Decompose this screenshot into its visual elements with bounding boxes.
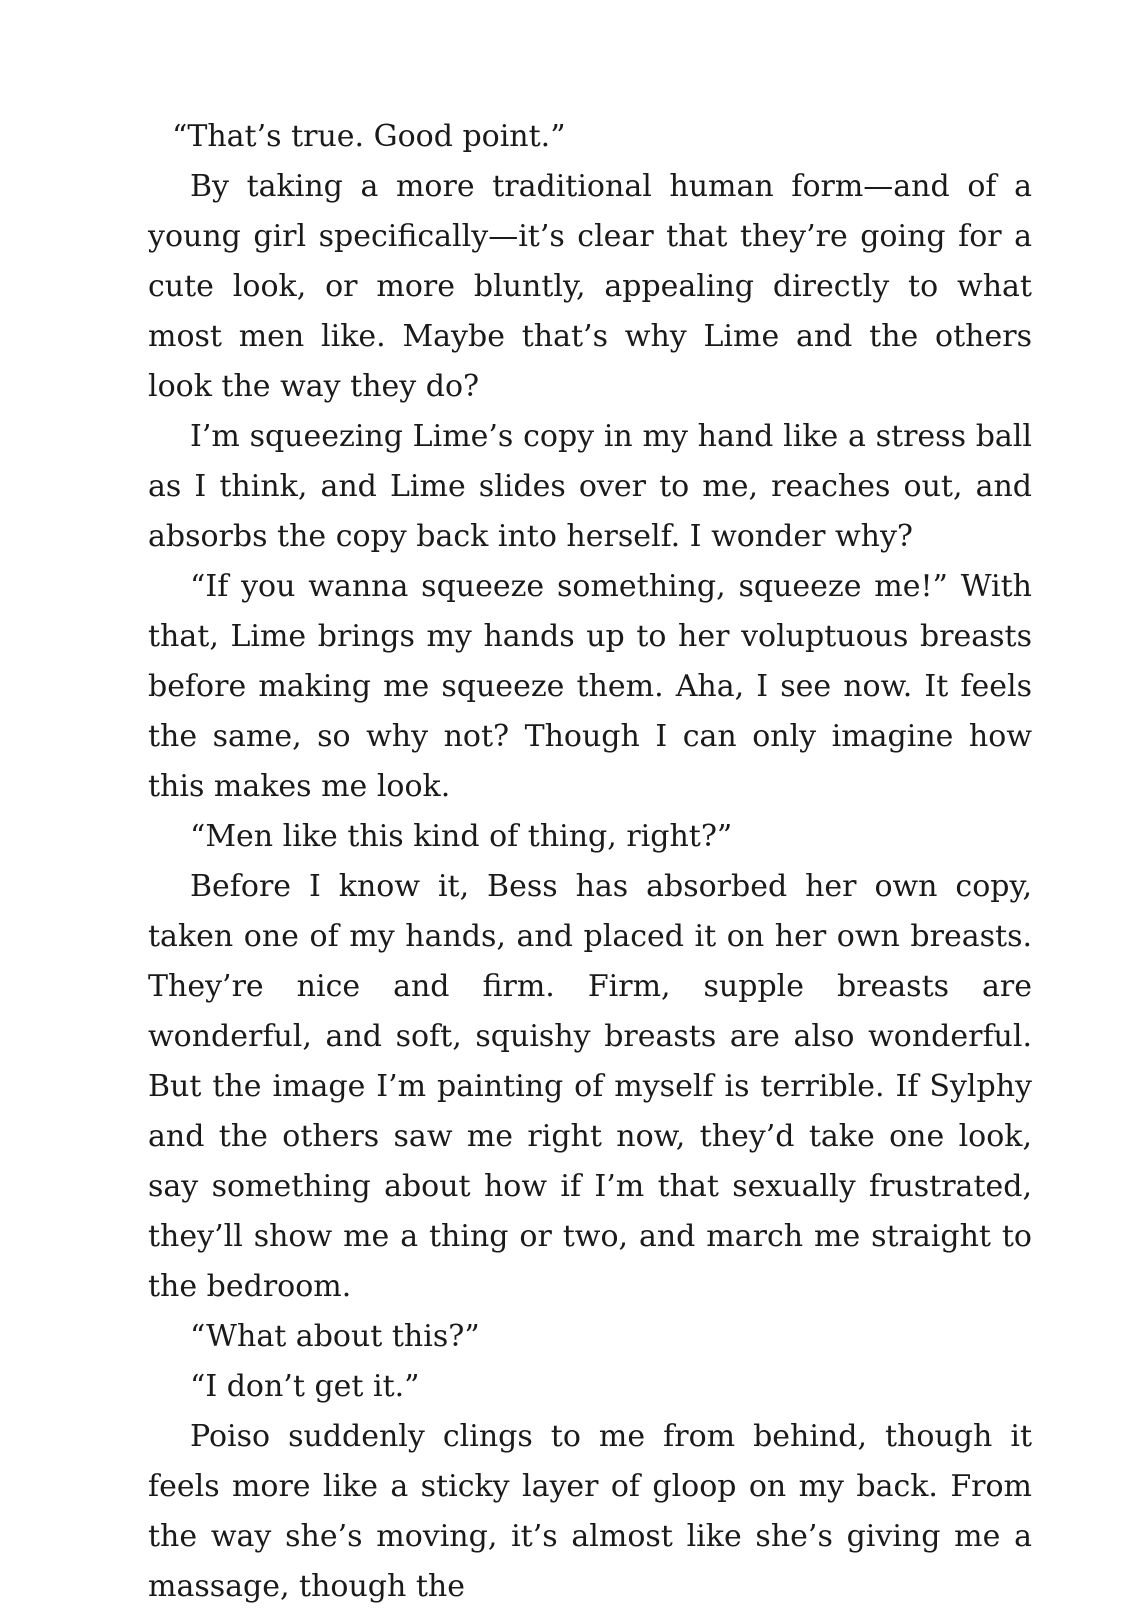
paragraph: “Men like this kind of thing, right?” [190, 819, 733, 854]
paragraph: “What about this?” [190, 1319, 480, 1354]
body-text [148, 112, 1032, 1612]
paragraph: “If you wanna squeeze something, squeeze me!” With that, Lime brings my hands up to her voluptuous breasts before making me squeeze them. Aha, I see now. It feels the same, so why not? Though I can only imagine how this makes me look. [148, 569, 1032, 804]
paragraph: Before I know it, Bess has absorbed her own copy, taken one of my hands, and placed it on her own breasts. They’re nice and firm. Firm, supple breasts are wonderful, and soft, squishy breasts are also wonderful. But the image I’m painting of myself is terrible. If Sylphy and the others saw me right now, they’d take one look, say something about how if I’m that sexually frustrated, they’ll show me a thing or two, and march me straight to the bedroom. [148, 869, 1032, 1304]
paragraph: “That’s true. Good point.” [172, 119, 566, 154]
paragraph: I’m squeezing Lime’s copy in my hand like a stress ball as I think, and Lime slides over to me, reaches out, and absorbs the copy back into herself. I wonder why? [148, 419, 1032, 554]
paragraph: “I don’t get it.” [190, 1369, 420, 1404]
paragraph: Poiso suddenly clings to me from behind, though it feels more like a sticky layer of gloop on my back. From the way she’s moving, it’s almost like she’s giving me a massage, though the [148, 1419, 1032, 1604]
paragraph: By taking a more traditional human form—and of a young girl specifically—it’s clear that they’re going for a cute look, or more bluntly, appealing directly to what most men like. Maybe that’s why Lime and the others look the way they do? [148, 169, 1032, 404]
